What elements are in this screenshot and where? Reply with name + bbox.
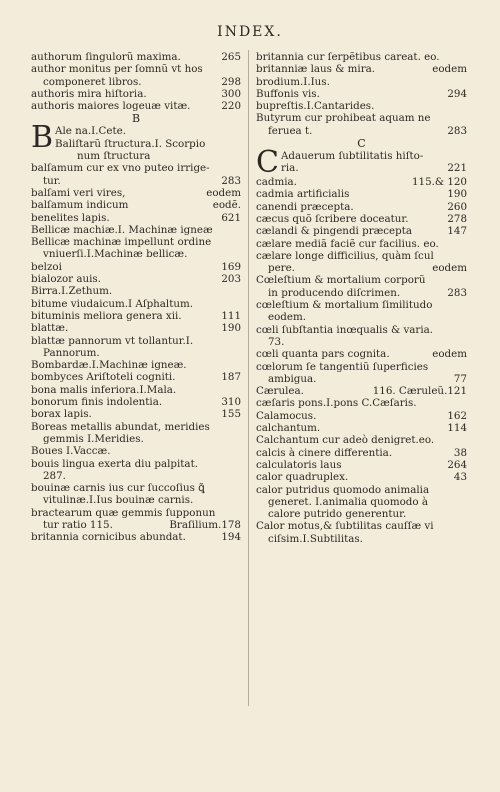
index-entry — [256, 274, 467, 286]
index-entry — [31, 51, 241, 63]
index-entry — [256, 373, 467, 385]
index-entry-page: 155 — [221, 408, 241, 421]
index-entry-text: authoris maiores logeuæ vitæ. — [31, 100, 191, 113]
index-entry-text: vitulinæ.I.Ius bouinæ carnis. — [43, 494, 194, 507]
index-entry-text: ciſsim.I.Subtilitas. — [268, 532, 363, 545]
index-entry-text: feruea t. — [268, 124, 313, 137]
index-entry — [31, 285, 241, 297]
index-entry — [256, 112, 467, 124]
index-entry-page: 147 — [447, 225, 467, 238]
index-entry-text: cæcus quõ ſcribere doceatur. — [256, 212, 409, 225]
index-entry — [31, 187, 241, 199]
index-entry — [256, 447, 467, 459]
index-entry-text: num ſtructura — [77, 150, 151, 163]
index-entry-text: Buffonis vis. — [256, 87, 320, 100]
index-entry-page: 203 — [221, 273, 241, 286]
index-entry-text: Baliſtarũ ſtructura.I. Scorpio — [55, 137, 206, 150]
index-entry-page: 283 — [447, 124, 467, 137]
index-entry-text: Bellicæ machinæ impellunt ordine — [31, 236, 212, 249]
index-entry-text: Boues I.Vaccæ. — [31, 445, 111, 458]
index-entry — [256, 471, 467, 483]
index-entry-text: cœli ſubſtantia inœqualis & varia. — [256, 323, 434, 336]
index-entry-text: cadmia. — [256, 176, 297, 189]
index-entry — [256, 51, 467, 63]
index-entry-text: eodem. — [268, 311, 307, 324]
index-entry-text: Pannorum. — [43, 346, 100, 359]
index-entry — [31, 199, 241, 211]
index-entry-text: bitume viudaicum.I Aſphaltum. — [31, 297, 194, 310]
index-entry-page: Braſilium.178 — [169, 518, 241, 531]
index-entry — [31, 531, 241, 543]
index-entry — [31, 371, 241, 383]
index-entry — [31, 298, 241, 310]
column-divider — [248, 50, 249, 706]
index-entry-text: britannia cur ſerpẽtibus careat. eo. — [256, 51, 440, 63]
index-entry-text: 287. — [43, 469, 66, 482]
index-entry-text: calcis à cinere differentia. — [256, 446, 393, 459]
index-entry — [31, 63, 241, 75]
index-entry — [256, 324, 467, 336]
index-entry-page: 111 — [221, 309, 241, 322]
index-entry-text: Cœleſtium & mortalium corporũ — [256, 274, 426, 287]
index-entry — [256, 250, 467, 262]
index-entry — [256, 238, 467, 250]
index-entry-text: authoris mira hiſtoria. — [31, 87, 147, 100]
page-header: INDEX. — [217, 24, 283, 40]
index-entry — [256, 188, 467, 200]
index-entry-text: cœlorum ſe tangentiũ ſuperficies — [256, 360, 429, 373]
index-entry — [256, 287, 467, 299]
index-entry-text: cœli quanta pars cognita. — [256, 348, 390, 361]
index-entry-text: bonorum finis indolentia. — [31, 396, 163, 409]
index-entry-text: blattæ. — [31, 322, 69, 335]
index-entry — [256, 385, 467, 397]
index-entry-text: vniuerſi.I.Machinæ bellicæ. — [43, 248, 188, 261]
index-entry-text: Calor motus,& ſubtilitas cauſſæ vi — [256, 520, 434, 533]
index-entry-text: bialozor auis. — [31, 273, 101, 286]
index-entry — [31, 261, 241, 273]
index-entry — [256, 397, 467, 409]
index-entry-page: 264 — [447, 458, 467, 471]
index-entry — [31, 408, 241, 420]
index-entry — [31, 421, 241, 433]
index-entry — [256, 508, 467, 520]
index-entry — [256, 100, 467, 112]
index-entry-text: Boreas metallis abundat, meridies — [31, 420, 210, 433]
index-entry-page: eodem — [432, 63, 467, 76]
index-entry-text: tur. — [43, 174, 61, 187]
index-entry-page: 190 — [221, 322, 241, 335]
index-entry-text: calor quadruplex. — [256, 471, 349, 484]
index-entry-text: Calamocus. — [256, 409, 317, 422]
index-entry — [256, 348, 467, 360]
index-entry-text: cælandi & pingendi præcepta — [256, 225, 413, 238]
index-entry — [256, 225, 467, 237]
index-entry-page: 77 — [453, 372, 467, 385]
index-entry-page: 115.& 120 — [411, 176, 467, 189]
index-entry-text: bupreſtis.I.Cantarides. — [256, 100, 375, 113]
index-entry — [31, 433, 241, 445]
index-entry-text: cadmia artificialis — [256, 188, 350, 201]
index-entry-page: eodem — [432, 262, 467, 275]
drop-cap-b: B — [31, 120, 54, 156]
drop-cap-c: C — [256, 145, 279, 181]
index-entry — [31, 224, 241, 236]
index-entry-text: Birra.I.Zethum. — [31, 285, 113, 298]
index-entry-text: calore putrido generentur. — [268, 508, 407, 521]
index-entry-text: cæſaris pons.I.pons C.Cæſaris. — [256, 397, 417, 410]
index-entry-page: 116. Cæruleũ.121 — [372, 385, 467, 398]
index-entry-text: Adauerum ſubtilitatis hiſto- — [280, 150, 424, 163]
index-entry-page: eodẽ. — [212, 199, 241, 212]
index-entry-text: calculatoris laus — [256, 458, 342, 471]
index-entry-page: 621 — [221, 211, 241, 224]
section-letter-b: B — [131, 112, 141, 126]
index-entry-text: Ale na.I.Cete. — [55, 125, 127, 138]
index-entry — [256, 459, 467, 471]
index-entry-text: bouis lingua exerta diu palpitat. — [31, 457, 198, 470]
index-entry — [256, 410, 467, 422]
index-entry-text: ambigua. — [268, 372, 317, 385]
index-entry-page: 283 — [447, 286, 467, 299]
index-entry-page: 43 — [453, 471, 467, 484]
index-entry — [31, 507, 241, 519]
index-entry — [31, 88, 241, 100]
left-column — [31, 51, 241, 544]
index-entry-text: bona malis inferiora.I.Mala. — [31, 383, 177, 396]
index-entry — [31, 212, 241, 224]
index-entry-text: generet. I.animalia quomodo à — [268, 495, 429, 508]
index-entry-page: 114 — [447, 422, 467, 435]
index-entry — [31, 384, 241, 396]
index-entry — [31, 347, 241, 359]
index-entry — [256, 422, 467, 434]
index-entry-text: authorum ſingulorũ maxima. — [31, 51, 181, 63]
index-entry-page: 310 — [221, 396, 241, 409]
index-entry-page: 194 — [221, 531, 241, 544]
index-entry — [256, 63, 467, 75]
index-entry — [31, 494, 241, 506]
index-entry-page: 283 — [221, 174, 241, 187]
index-entry — [256, 125, 467, 137]
index-entry-text: balſamum indicum — [31, 199, 129, 212]
drop-cap-block-b — [31, 120, 241, 163]
index-entry — [256, 336, 467, 348]
index-entry — [256, 311, 467, 323]
index-entry-page: 294 — [447, 87, 467, 100]
index-entry-page: 298 — [221, 75, 241, 88]
index-entry-page: 265 — [221, 51, 241, 63]
index-entry-text: Bellicæ machiæ.I. Machinæ igneæ — [31, 223, 213, 236]
index-entry-text: blattæ pannorum vt tollantur.I. — [31, 334, 194, 347]
index-entry-text: canendi præcepta. — [256, 200, 354, 213]
index-entry — [256, 484, 467, 496]
index-entry — [256, 76, 467, 88]
index-entry — [31, 100, 241, 112]
index-entry-text: Butyrum cur prohibeat aquam ne — [256, 112, 431, 125]
index-entry-text: author monitus per ſomnũ vt hos — [31, 63, 203, 76]
index-entry-page: 187 — [221, 371, 241, 384]
index-entry — [281, 150, 467, 162]
index-entry-page: 260 — [447, 200, 467, 213]
index-entry-page: 169 — [221, 260, 241, 273]
index-entry-text: tur ratio 115. — [43, 518, 113, 531]
index-entry-page: eodem — [432, 348, 467, 361]
index-entry-text: Cærulea. — [256, 385, 304, 398]
index-entry — [31, 236, 241, 248]
index-entry-text: borax lapis. — [31, 408, 92, 421]
index-entry — [256, 299, 467, 311]
index-entry-page: 38 — [453, 446, 467, 459]
index-entry-page: 190 — [447, 188, 467, 201]
index-entry — [256, 520, 467, 532]
index-entry — [256, 496, 467, 508]
index-entry-text: calor putridus quomodo animalia — [256, 483, 430, 496]
index-entry — [256, 176, 467, 188]
right-column — [256, 51, 467, 545]
index-entry — [256, 262, 467, 274]
index-entry-text: pere. — [268, 262, 295, 275]
index-entry-text: benelites lapis. — [31, 211, 110, 224]
index-entry-text: bractearum quæ gemmis ſupponun — [31, 506, 216, 519]
index-entry-text: brodium.I.Ius. — [256, 75, 330, 88]
index-entry — [256, 533, 467, 545]
index-entry-text: in producendo diſcrimen. — [268, 286, 401, 299]
index-entry-page: 300 — [221, 87, 241, 100]
index-entry-text: 73. — [268, 335, 285, 348]
index-entry-text: balſamum cur ex vno puteo irrige- — [31, 162, 210, 175]
index-entry-page: 278 — [447, 212, 467, 225]
index-entry-text: bituminis meliora genera xii. — [31, 309, 182, 322]
section-letter-c: C — [357, 137, 366, 151]
index-entry — [256, 361, 467, 373]
index-entry — [31, 470, 241, 482]
index-entry — [31, 482, 241, 494]
index-entry — [31, 458, 241, 470]
index-entry — [31, 175, 241, 187]
index-entry — [31, 322, 241, 334]
index-entry-text: Bombardæ.I.Machinæ igneæ. — [31, 359, 187, 372]
index-entry-text: bombyces Ariſtoteli cogniti. — [31, 371, 176, 384]
index-entry-text: balſami veri vires, — [31, 186, 126, 199]
index-entry — [256, 88, 467, 100]
index-entry — [31, 445, 241, 457]
index-entry-text: cælare longe difficilius, quàm ſcul — [256, 249, 434, 262]
index-entry — [256, 201, 467, 213]
index-entry-page: 162 — [447, 409, 467, 422]
index-entry — [256, 213, 467, 225]
index-entry-text: cœleſtium & mortalium ſimilitudo — [256, 299, 433, 312]
index-entry-text: belzoi — [31, 260, 62, 273]
index-entry — [281, 162, 467, 174]
index-entry-text: britanniæ laus & mira. — [256, 63, 376, 76]
index-entry-text: bouinæ carnis ius cur ſuccoſius ꝗ̃ — [31, 482, 205, 495]
index-entry-text: componeret libros. — [43, 75, 142, 88]
index-entry — [31, 76, 241, 88]
index-entry-text: gemmis I.Meridies. — [43, 432, 144, 445]
index-entry-text: ria. — [280, 162, 299, 175]
index-entry — [31, 162, 241, 174]
index-entry-text: calchantum. — [256, 422, 321, 435]
index-entry — [31, 359, 241, 371]
index-entry-page: 220 — [221, 100, 241, 113]
index-entry-text: britannia cornicibus abundat. — [31, 531, 186, 544]
index-entry-page: 221 — [447, 162, 467, 175]
index-entry-page: eodem — [206, 186, 241, 199]
index-entry — [31, 335, 241, 347]
index-entry — [31, 310, 241, 322]
index-entry — [31, 519, 241, 531]
index-entry-text: Calchantum cur adeò denigret.eo. — [256, 434, 435, 447]
index-entry-text: cælare mediã faciẽ cur facilius. eo. — [256, 237, 439, 250]
index-entry — [31, 396, 241, 408]
index-entry — [31, 248, 241, 260]
index-entry — [31, 273, 241, 285]
index-entry — [256, 434, 467, 446]
drop-cap-block-c — [256, 145, 467, 181]
